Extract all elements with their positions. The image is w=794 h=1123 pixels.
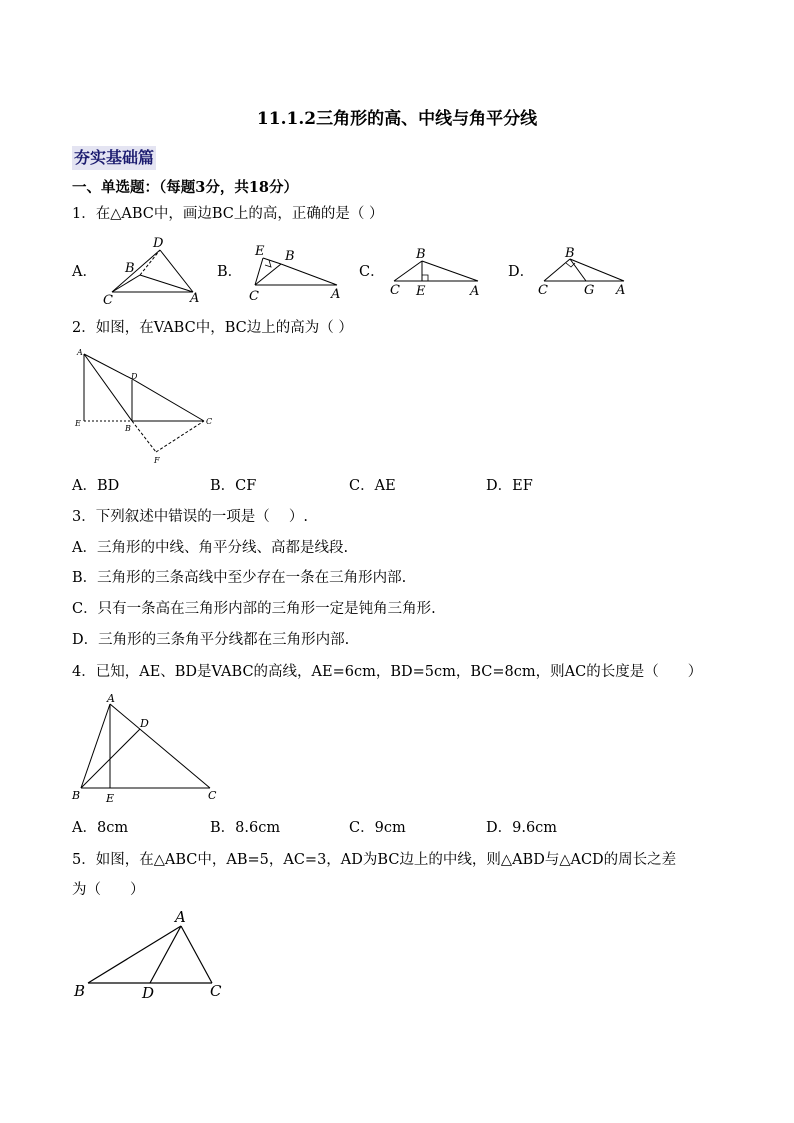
q2-label-b: B <box>125 424 131 433</box>
q1c-label-b: B <box>416 247 426 262</box>
q4-option-a[interactable]: A．8cm <box>72 820 129 836</box>
q1a-label-d: D <box>153 236 164 251</box>
q3-option-d[interactable]: D．三角形的三条角平分线都在三角形内部. <box>72 632 350 648</box>
q2-option-c[interactable]: C．AE <box>349 478 396 494</box>
question-2-stem: 2．如图，在VABC中，BC边上的高为（ ） <box>72 320 353 336</box>
q2-label-c: C <box>206 417 213 426</box>
q4-option-c[interactable]: C．9cm <box>349 820 406 836</box>
question-3-stem: 3．下列叙述中错误的一项是（ ）. <box>72 509 308 525</box>
q1c-label-e: E <box>416 284 426 299</box>
q4-label-d: D <box>140 717 149 730</box>
q4-option-b[interactable]: B．8.6cm <box>210 820 281 836</box>
q5-label-c: C <box>210 982 222 1000</box>
part-heading: 一、单选题：（每题3分，共18分） <box>72 179 299 196</box>
q5-label-a: A <box>175 908 186 926</box>
q3-option-c[interactable]: C．只有一条高在三角形内部的三角形一定是钝角三角形. <box>72 601 436 617</box>
q1a-label-c: C <box>103 293 113 308</box>
q1c-label-c: C <box>390 283 400 298</box>
q1d-label-b: B <box>565 246 575 261</box>
q2-label-f: F <box>154 456 160 465</box>
q1-option-c-label[interactable]: C． <box>359 264 385 280</box>
q4-label-b: B <box>72 789 81 802</box>
q4-label-a: A <box>107 692 115 705</box>
q1a-label-a: A <box>190 291 200 306</box>
q1-figure-d <box>536 244 636 300</box>
q4-label-c: C <box>208 789 217 802</box>
q1-figure-b <box>245 238 355 304</box>
q1b-label-b: B <box>285 249 295 264</box>
question-1-stem: 1．在△ABC中，画边BC上的高，正确的是（ ） <box>72 206 384 222</box>
q5-label-d: D <box>142 984 155 1002</box>
q2-label-d: D <box>131 372 138 381</box>
q1-option-d-label[interactable]: D． <box>508 264 535 280</box>
q2-option-d[interactable]: D．EF <box>486 478 533 494</box>
question-5-stem: 5．如图，在△ABC中，AB=5，AC=3，AD为BC边上的中线，则△ABD与△ACD的周长之差 <box>72 852 677 868</box>
q1-option-a-label[interactable]: A． <box>72 264 97 280</box>
question-5-stem-cont: 为（ ） <box>72 882 145 898</box>
q4-figure <box>70 692 230 810</box>
q2-option-b[interactable]: B．CF <box>210 478 257 494</box>
q1d-label-g: G <box>584 283 595 298</box>
section-heading: 夯实基础篇 <box>72 146 156 170</box>
q1-figure-c <box>388 244 488 300</box>
q1d-label-c: C <box>538 283 548 298</box>
q3-option-a[interactable]: A．三角形的中线、角平分线、高都是线段. <box>72 540 349 556</box>
q1-option-b-label[interactable]: B． <box>217 264 243 280</box>
q2-figure <box>72 346 222 468</box>
q4-label-e: E <box>106 792 115 805</box>
page-title: 11.1.2三角形的高、中线与角平分线 <box>256 109 538 129</box>
q5-label-b: B <box>74 982 86 1000</box>
q3-option-b[interactable]: B．三角形的三条高线中至少存在一条在三角形内部. <box>72 570 407 586</box>
q1d-label-a: A <box>616 283 626 298</box>
q5-figure <box>70 906 230 1006</box>
q1b-label-c: C <box>249 289 259 304</box>
q1a-label-b: B <box>125 261 135 276</box>
q2-option-a[interactable]: A．BD <box>72 478 120 494</box>
question-4-stem: 4．已知，AE、BD是VABC的高线，AE=6cm，BD=5cm，BC=8cm，则AC的长度是（ ） <box>72 664 703 680</box>
q4-option-d[interactable]: D．9.6cm <box>486 820 558 836</box>
q1b-label-a: A <box>331 287 341 302</box>
q1-figure-a <box>100 234 210 306</box>
q1b-label-e: E <box>255 244 265 259</box>
q2-label-a: A <box>77 348 83 357</box>
q1c-label-a: A <box>470 284 480 299</box>
q2-label-e: E <box>75 419 81 428</box>
